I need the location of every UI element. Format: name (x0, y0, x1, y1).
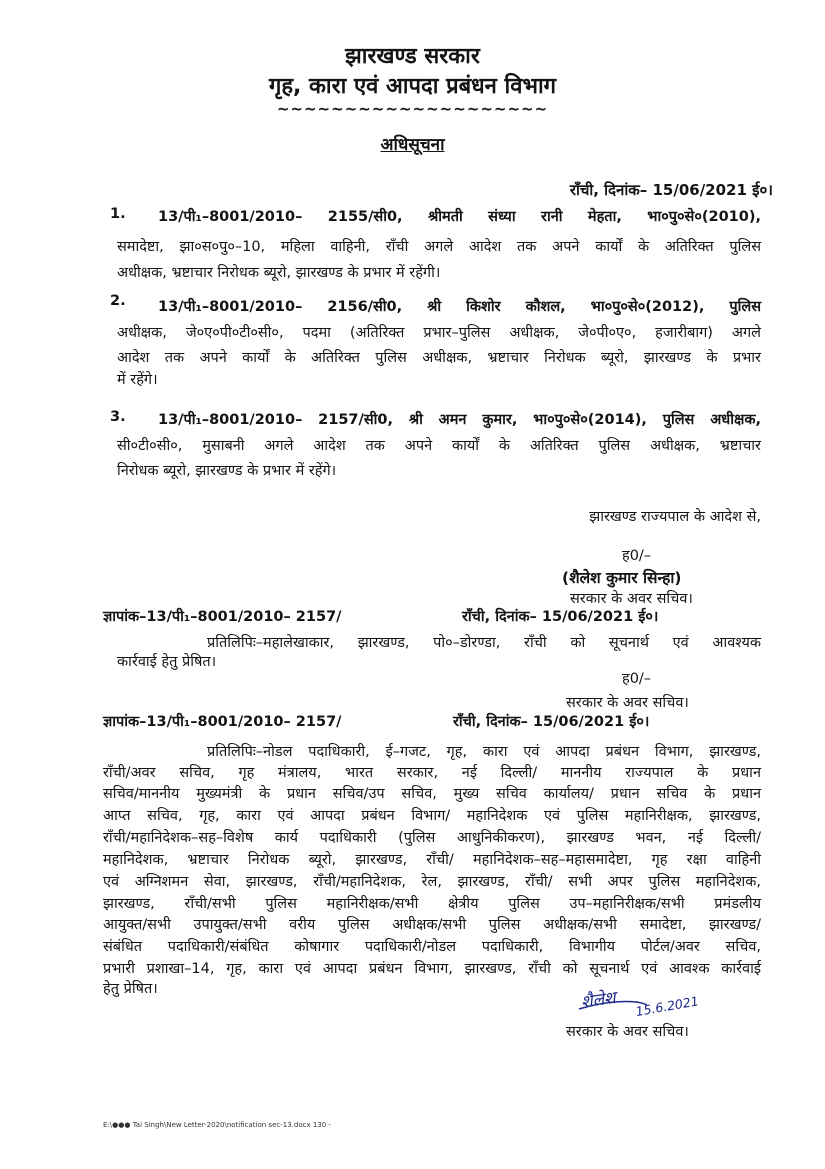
item-number: 2. (110, 293, 126, 309)
copy-line: हेतु प्रेषित। (103, 981, 158, 997)
memo-date: राँची, दिनांक– 15/06/2021 ई०। (453, 714, 650, 730)
signature-text: शैलेश (579, 988, 617, 1013)
copy-line: झारखण्ड, राँची/सभी पुलिस महानिरीक्षक/सभी क्षेत्रीय पुलिस उप–महानिरीक्षक/सभी प्रमंडलीय (103, 896, 761, 912)
item-line: 13/पी₁–8001/2010– 2156/सी0, श्री किशोर कौशल, भा०पु०से०(2012), पुलिस (158, 299, 761, 315)
signature-date: 15.6.2021 (634, 993, 700, 1020)
signatory-designation: सरकार के अवर सचिव। (566, 695, 689, 711)
copy-line: कार्रवाई हेतु प्रेषित। (117, 654, 217, 670)
copy-line: आयुक्त/सभी उपायुक्त/सभी वरीय पुलिस अधीक्षक/सभी पुलिस अधीक्षक/सभी समादेष्टा, झारखण्ड/ (103, 917, 761, 933)
copy-line: राँची/महानिदेशक–सह–विशेष कार्य पदाधिकारी (पुलिस आधुनिकीकरण), झारखण्ड भवन, नई दिल्ली/ (103, 830, 761, 846)
memo-date: राँची, दिनांक– 15/06/2021 ई०। (462, 609, 659, 625)
item-number: 1. (110, 206, 126, 222)
memo-reference: ज्ञापांक–13/पी₁–8001/2010– 2157/ (103, 609, 342, 625)
signed-mark: ह0/– (622, 671, 652, 687)
item-line: अधीक्षक, भ्रष्टाचार निरोधक ब्यूरो, झारखण्ड के प्रभार में रहेंगी। (117, 265, 441, 281)
department-title: गृह, कारा एवं आपदा प्रबंधन विभाग (268, 74, 557, 99)
item-line: अधीक्षक, जे०ए०पी०टी०सी०, पदमा (अतिरिक्त प्रभार–पुलिस अधीक्षक, जे०पी०ए०, हजारीबाग) अगले (117, 325, 761, 341)
copy-line: राँची/अवर सचिव, गृह मंत्रालय, भारत सरकार, नई दिल्ली/ माननीय राज्यपाल के प्रधान (103, 765, 761, 781)
copy-line: संबंधित पदाधिकारी/संबंधित कोषागार पदाधिकारी/नोडल पदाधिकारी, विभागीय पोर्टल/अवर सचिव, (103, 939, 761, 955)
item-line: निरोधक ब्यूरो, झारखण्ड के प्रभार में रहेंगे। (117, 463, 337, 479)
notification-heading: अधिसूचना (380, 135, 445, 155)
signatory-name: (शैलेश कुमार सिन्हा) (562, 569, 682, 587)
signatory-designation: सरकार के अवर सचिव। (566, 1024, 689, 1040)
copy-line: एवं अग्निशमन सेवा, झारखण्ड, राँची/महानिदेशक, रेल, झारखण्ड, राँची/ सभी अपर पुलिस महानिदेशक, (103, 874, 761, 890)
signatory-designation: सरकार के अवर सचिव। (570, 591, 693, 607)
item-line: आदेश तक अपने कार्यों के अतिरिक्त पुलिस अधीक्षक, भ्रष्टाचार निरोधक ब्यूरो, झारखण्ड के प्रभार (117, 350, 761, 366)
item-line: 13/पी₁–8001/2010– 2155/सी0, श्रीमती संध्या रानी मेहता, भा०पु०से०(2010), (158, 209, 761, 225)
handwritten-signature (575, 975, 715, 1025)
title-separator: ~~~~~~~~~~~~~~~~~~~~ (276, 100, 549, 118)
copy-line: प्रतिलिपिः–महालेखाकार, झारखण्ड, पो०–डोरण्डा, राँची को सूचनार्थ एवं आवश्यक (207, 635, 761, 651)
copy-line: महानिदेशक, भ्रष्टाचार निरोधक ब्यूरो, झारखण्ड, राँची/ महानिदेशक–सह–महासमादेष्टा, गृह रक्षा वाहिनी (103, 852, 761, 868)
item-line: 13/पी₁–8001/2010– 2157/सी0, श्री अमन कुमार, भा०पु०से०(2014), पुलिस अधीक्षक, (158, 412, 761, 428)
item-number: 3. (110, 409, 126, 425)
memo-reference: ज्ञापांक–13/पी₁–8001/2010– 2157/ (103, 714, 342, 730)
item-line: सी०टी०सी०, मुसाबनी अगले आदेश तक अपने कार्यों के अतिरिक्त पुलिस अधीक्षक, भ्रष्टाचार (117, 438, 761, 454)
copy-line: प्रभारी प्रशाखा–14, गृह, कारा एवं आपदा प्रबंधन विभाग, झारखण्ड, राँची को सूचनार्थ एवं आवश्क कार्रवाई (103, 961, 761, 977)
signed-mark: ह0/– (622, 548, 652, 564)
govt-title: झारखण्ड सरकार (345, 44, 480, 69)
copy-line: आप्त सचिव, गृह, कारा एवं आपदा प्रबंधन विभाग/ महानिदेशक एवं पुलिस महानिरीक्षक, झारखण्ड, (103, 808, 761, 824)
item-line: समादेष्टा, झा०स०पु०–10, महिला वाहिनी, राँची अगले आदेश तक अपने कार्यों के अतिरिक्त पुलिस (117, 239, 761, 255)
item-line: में रहेंगे। (117, 372, 158, 388)
notification-date: राँची, दिनांक– 15/06/2021 ई०। (569, 181, 773, 199)
copy-line: प्रतिलिपिः–नोडल पदाधिकारी, ई–गजट, गृह, कारा एवं आपदा प्रबंधन विभाग, झारखण्ड, (207, 744, 761, 760)
file-path-footer: E:\●●● Tai Singh\New Letter-2020\notification sec-13.docx 130 - (103, 1121, 331, 1129)
copy-line: सचिव/माननीय मुख्यमंत्री के प्रधान सचिव/उप सचिव, मुख्य सचिव कार्यालय/ प्रधान सचिव के प्रधान (103, 786, 761, 802)
order-by: झारखण्ड राज्यपाल के आदेश से, (589, 509, 761, 525)
